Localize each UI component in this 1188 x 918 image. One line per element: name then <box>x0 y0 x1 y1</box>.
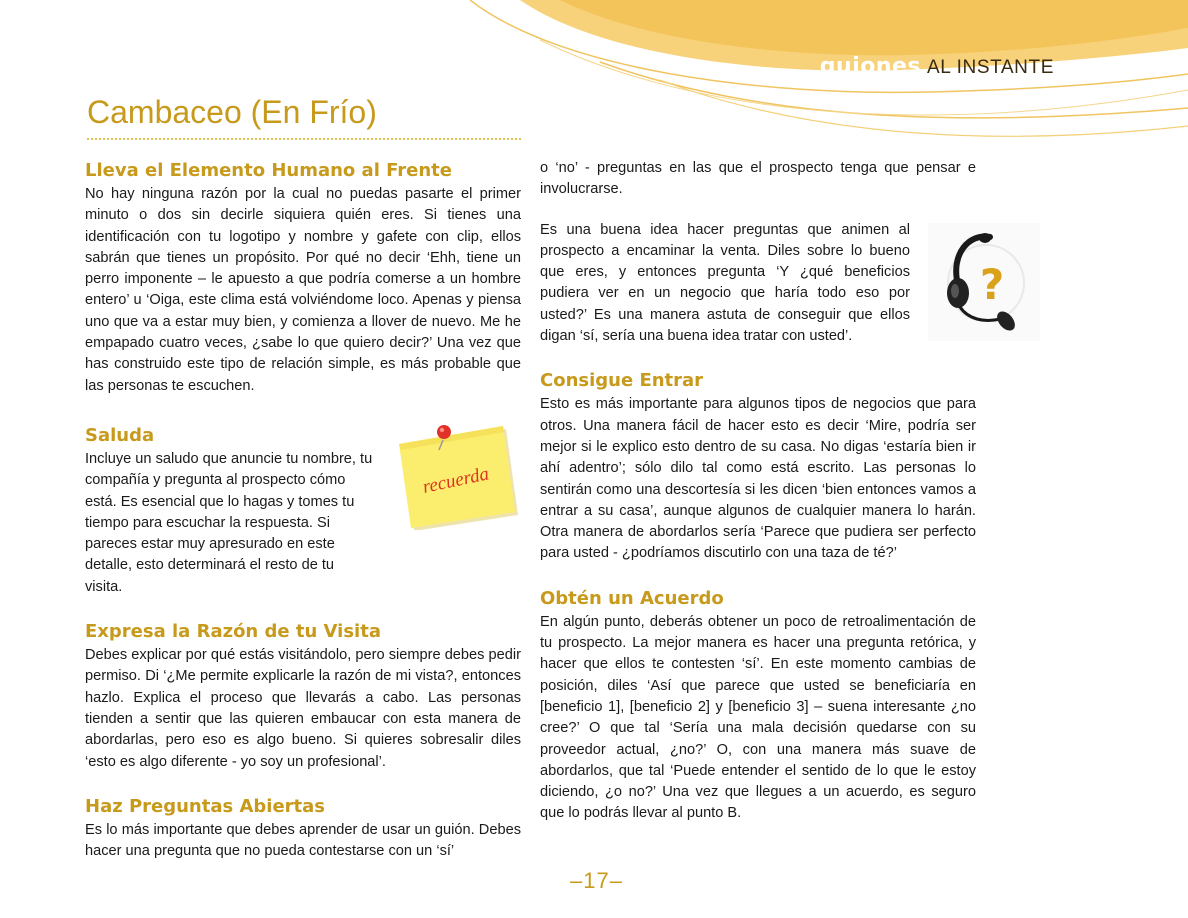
brand-regular: AL INSTANTE <box>927 57 1054 78</box>
page-title: Cambaceo (En Frío) <box>87 94 377 130</box>
sticky-note <box>391 420 525 530</box>
section-heading-elemento-humano: Lleva el Elemento Humano al Frente <box>85 160 452 181</box>
sticky-note-label: recuerda <box>420 463 491 498</box>
continued-text-preguntas: o ‘no’ - preguntas en las que el prospecto tenga que pensar e involucrarse. <box>540 160 976 198</box>
brand-bold: guiones <box>819 54 922 79</box>
headset-icon <box>928 223 1040 341</box>
section-heading-obten-acuerdo: Obtén un Acuerdo <box>540 587 724 609</box>
section-heading-preguntas-abiertas: Haz Preguntas Abiertas <box>85 795 326 817</box>
section-heading-saluda: Saluda <box>85 424 155 446</box>
right-column <box>540 158 976 825</box>
section-heading-razon-visita: Expresa la Razón de tu Visita <box>85 621 381 643</box>
brand-header <box>820 54 1054 79</box>
section-text-elemento-humano: No hay ninguna razón por la cual no puedas pasarte el primer minuto o dos sin decirle siquiera quién eres. Si tienes una identificación con tu logotipo y nombre y gafete con clip, ellos sabrán que tienes un propósito. Por qué no decir ‘Ehh, tiene un perro imponente – le apuesto a que podría comerse a un hombre entero’ u ‘Oiga, este clima está volviéndome loco. Apenas y piensa uno que va a estar muy bien, y comienza a llover de nuevo. Me he empapado cuatro veces, ¿sabe lo que quiero decir?’ Una vez que has construido este tipo de relación simple, es más probable que las personas te escuchen. <box>85 186 521 394</box>
question-mark: ? <box>979 260 1005 309</box>
section-text-razon-visita: Debes explicar por qué estás visitándolo, pero siempre debes pedir permiso. Di ‘¿Me permite explicarle la razón de mi vista?, entonces hazlo. Explica el proceso que llevarás a cabo. Las personas tienden a sentir que las quieren embaucar con esta manera de abordarlas, pero eso es algo bueno. Si quieres sobresalir diles ‘esto es algo diferente - yo soy un profesional’. <box>85 647 521 770</box>
page-number: –17– <box>570 868 623 893</box>
section-text-obten-acuerdo: En algún punto, deberás obtener un poco de retroalimentación de tu prospecto. La mejor manera es hacer una pregunta retórica, y hacer que ellos te contesten ‘sí’. En este momento cambias de posición, diles ‘Así que parece que usted se beneficiaría en [beneficio 1], [beneficio 2] y [beneficio 3] – suena interesante ¿no cree?’ O que tal ‘Sería una mala decisión quedarse con su proveedor actual, ¿no?’ O, con una manera más suave de abordarlos, que tal ‘Puede entender el sentido de lo que le estoy diciendo, ¿o no?’ Una vez que llegues a un acuerdo, es seguro que lo podrás llevar al punto B. <box>540 613 976 822</box>
header-decoration <box>0 0 1188 160</box>
paragraph-buena-idea: Es una buena idea hacer preguntas que animen al prospecto a encaminar la venta. Diles sobre lo bueno que eres, y entonces pregunta ‘Y ¿qué beneficios pudiera ver en un negocio que haría todo eso por usted?’ Es una manera astuta de conseguir que ellos digan ‘sí, sería una buena idea tratar con usted’. <box>540 221 910 345</box>
section-text-preguntas-abiertas: Es lo más importante que debes aprender de usar un guión. Debes hacer una pregunta que no pueda contestarse con un ‘sí’ <box>85 821 521 860</box>
section-text-saluda: Incluye un saludo que anuncie tu nombre, tu compañía y pregunta al prospecto cómo está. Es esencial que lo hagas y tomes tu tiempo para escuchar la respuesta. Si pareces estar muy apresurado en este detalle, esto determinará el resto de tu visita. <box>85 450 373 595</box>
page-number-value: 17 <box>583 868 610 893</box>
section-text-consigue-entrar: Esto es más importante para algunos tipos de negocios que para otros. Una manera fácil de hacer esto es decir ‘Mire, podría ser mejor si le explico esto dentro de su casa. No digas ‘estaría bien ir ahí adentro’; sólo dilo tal como está escrito. Las personas lo sentirán como una descortesía si les dicen ‘bien entonces vamos a entrar a su casa’, aunque algunos de cualquier manera lo harán. Otra manera de abordarlos sería ‘Parece que pudiera ser perfecto para usted - ¿podríamos discutirlo con una taza de té?’ <box>540 396 976 562</box>
title-divider <box>87 138 521 140</box>
section-heading-consigue-entrar: Consigue Entrar <box>540 370 704 392</box>
